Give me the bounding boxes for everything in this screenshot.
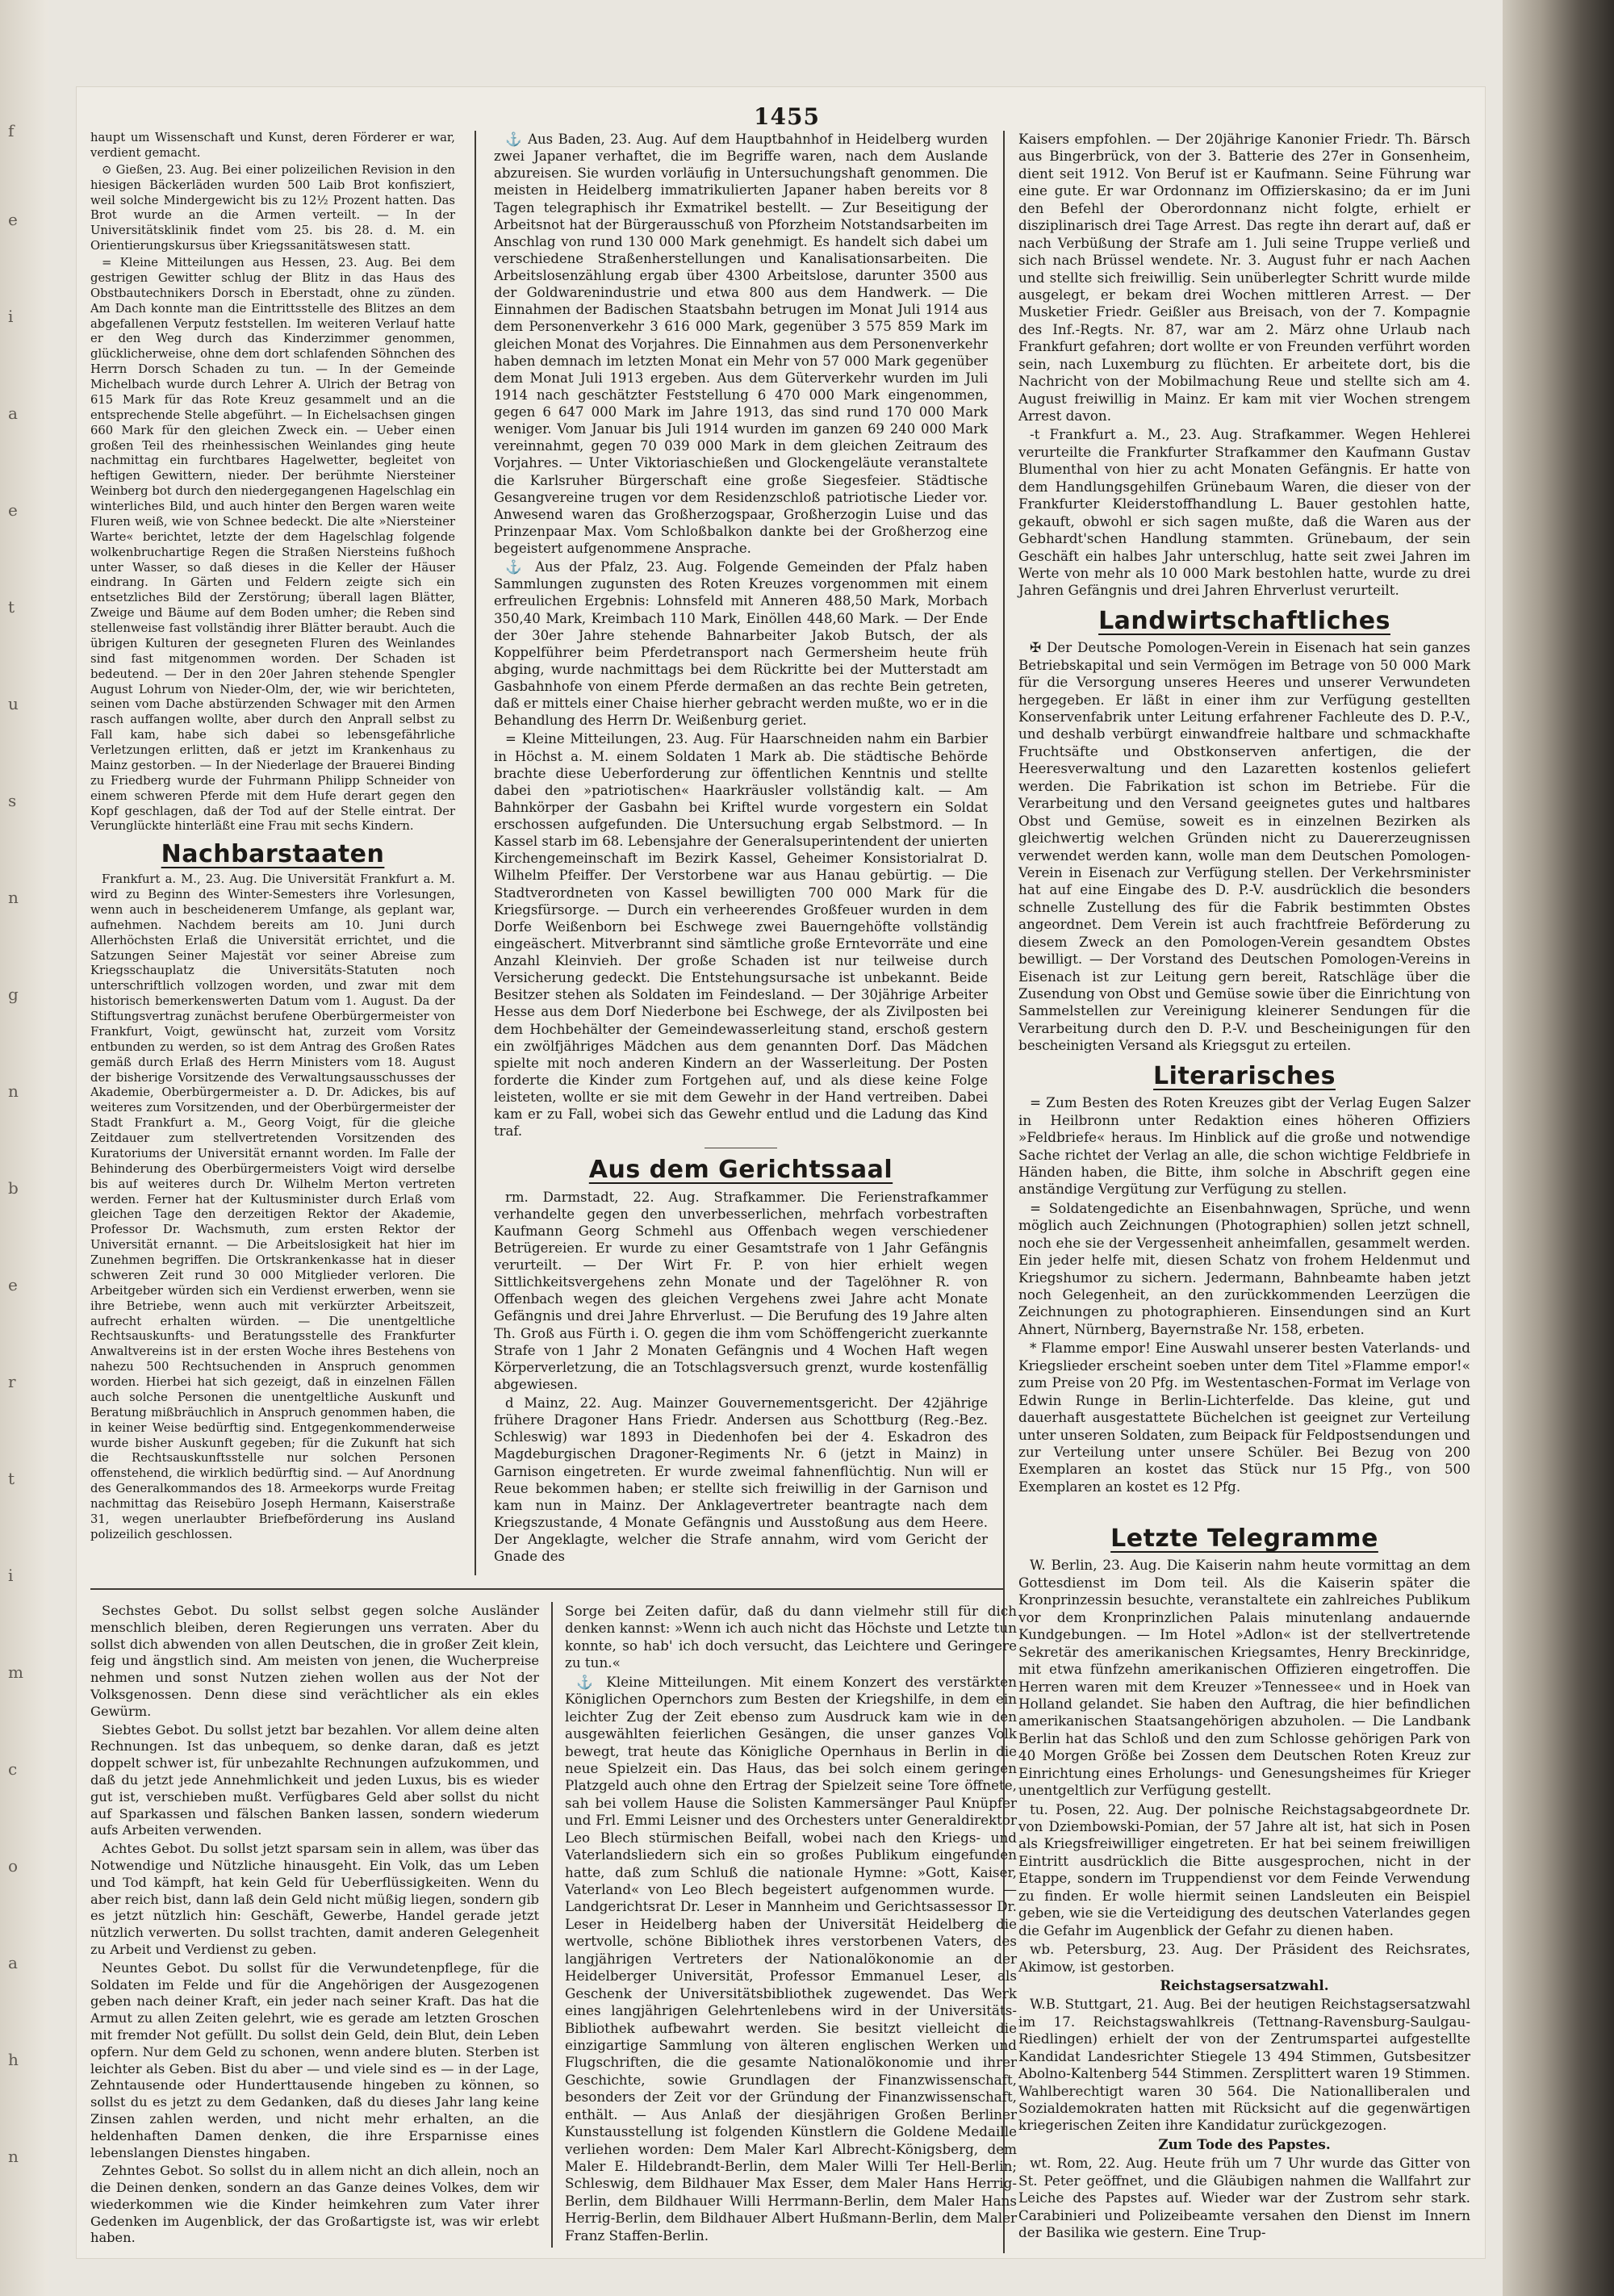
section-heading-telegramme: Letzte Telegramme	[1110, 1524, 1378, 1553]
margin-fragment: a	[8, 1953, 18, 1972]
article-sorge: Sorge bei Zeiten dafür, daß du dann vielmehr still für dich denken kannst: »Wenn ich auch nicht das Höchste und Letzte tun konnte, so hab' ich doch versucht, das Leichtere und Geringere zu tun.«	[565, 1603, 1017, 1671]
column-1	[90, 131, 455, 1545]
telegram-posen: tu. Posen, 22. Aug. Der polnische Reichstagsabgeordnete Dr. von Dziembowski-Pomian, der 57 Jahre alt ist, hat sich in Posen als Kriegsfreiwilliger eingetreten. Er hat bei seinem freiwilligen Eintritt ausdrücklich die Bitte ausgesprochen, nicht in der Etappe, sondern im Truppendienst vor dem Feinde Verwendung zu finden. Er wolle hiermit seinen Landsleuten ein Beispiel geben, wie sie die Verteidigung des deutschen Vaterlandes gegen die Gefahr im Augenblick der Gefahr zu dienen haben.	[1018, 1800, 1470, 1938]
commandment-6: Sechstes Gebot. Du sollst selbst gegen solche Ausländer menschlich bleiben, deren Regierungen uns verraten. Aber du sollst dich abwenden von allen Deutschen, die in großer Zeit klein, feig und ängstlich sind. Am meisten von jenen, die Wucherpreise nehmen und sonst Nutzen ziehen wollen aus der Not der Volksgenossen. Denn diese sind verächtlicher als ein ekles Gewürm.	[90, 1603, 539, 1719]
margin-fragment: e	[8, 1275, 18, 1294]
margin-fragment: b	[8, 1178, 19, 1198]
margin-fragment: g	[8, 985, 19, 1004]
article-kleine-mitteilungen: = Kleine Mitteilungen, 23. Aug. Für Haarschneiden nahm ein Barbier in Höchst a. M. einem Soldaten 1 Mark ab. Die städtische Behörde brachte diese Ueberforderung zur öffentlichen Kenntnis und stellte dabei den »patriotischen« Haarkräusler vollständig kalt. — Am Bahnkörper der Gasbahn bei Kriftel wurde vorgestern ein Soldat erschossen aufgefunden. Die Untersuchung ergab Selbstmord. — In Kassel starb im 68. Lebensjahre der Generalsuperintendent der unierten Kirchengemeinschaft im Bezirk Kassel, Geheimer Konsistorialrat D. Wilhelm Pfeiffer. Der Verstorbene war aus Hanau gebürtig. — Die Stadtverordneten von Kassel bewilligten 700 000 Mark für die Kriegsfürsorge. — Durch ein verheerendes Großfeuer wurden in dem Dorfe Weißenborn bei Eschwege zwei Bauerngehöfte vollständig eingeäschert. Mitverbrannt sind sämtliche große Erntevorräte und eine Anzahl Kleinvieh. Der große Schaden ist nur teilweise durch Versicherung gedeckt. Die Entstehungsursache ist unbekannt. Beide Besitzer stehen als Soldaten im Feindesland. — Der 30jährige Arbeiter Hesse aus dem Dorf Niederbone bei Eschwege, der als Zivilposten bei dem Hochbehälter der Gemeindewasserleitung stand, erschoß gestern ein zwölfjähriges Mädchen aus dem genannten Dorf. Das Mädchen spielte mit noch anderen Kindern an der Wasserleitung. Der Posten forderte die Kinder zum Fortgehen auf, und als diese keine Folge leisteten, wollte er sie mit dem Gewehr in der Hand vertreiben. Dabei kam er zu Fall, wobei sich das Gewehr entlud und die Ladung das Kind traf.	[494, 731, 988, 1140]
article-literarisch-3: * Flamme empor! Eine Auswahl unserer besten Vaterlands- und Kriegslieder erscheint soeben unter dem Titel »Flamme empor!« zum Preise von 20 Pfg. im Westentaschen-Format im Verlage von Edwin Runge in Berlin-Lichterfelde. Das kleine, gut und dauerhaft ausgestattete Büchelchen ist geeignet zur Verteilung unter unseren Soldaten, zum Beipack für Feldpostsendungen und zur Verteilung unter unsere Schüler. Bei Bezug von 200 Exemplaren an kostet das Stück nur 15 Pfg., von 500 Exemplaren an kostet es 12 Pfg.	[1018, 1340, 1470, 1495]
margin-fragment: n	[8, 2147, 19, 2166]
article-pomologen: ✠ Der Deutsche Pomologen-Verein in Eisenach hat sein ganzes Betriebskapital und sein Vermögen im Betrage von 50 000 Mark für die Versorgung unseres Heeres und unserer Verwundeten hergegeben. Er läßt in einer ihm zur Verfügung gestellten Konservenfabrik unter Leitung erfahrener Fachleute des D. P.-V., und deshalb verbürgt einwandfreie haltbare und schmackhafte Fruchtsäfte und Obstkonserven anfertigen, die der Heeresverwaltung und den Lazaretten kostenlos geliefert werden. Die Fabrikation ist schon im Betriebe. Für die Verarbeitung und den Versand geeignetes gutes und haltbares Obst und Gemüse, soweit es in einzelnen Bezirken als gleichwertig welchen Gründen nicht zu Dauererzeugnissen verwendet werden kann, wolle man dem Deutschen Pomologen-Verein in Eisenach zur Verfügung stellen. Der Verkehrsminister hat auf eine Eingabe des D. P.-V. ausdrücklich die besonders schnelle Zustellung des für die Fabrik bestimmten Obstes angeordnet. Dem Verein ist auch frachtfreie Beförderung zu diesem Zweck an den Pomologen-Verein gesandtem Obstes bewilligt. — Der Vorstand des Deutschen Pomologen-Vereins in Eisenach ist zur Leitung gern bereit, Ratschläge über die Zusendung von Obst und Gemüse sowie über die Einrichtung von Sammelstellen zur Vereinigung kleinerer Sendungen für die Verarbeitung durch den D. P.-V. und Bescheinigungen für den bescheinigten Versand als Kriegsgut zu erteilen.	[1018, 639, 1470, 1054]
section-heading-gerichtssaal: Aus dem Gerichtssaal	[588, 1156, 893, 1185]
column-3-bottom	[1018, 1517, 1470, 2244]
margin-fragment: a	[8, 404, 18, 423]
article-frankfurt: Frankfurt a. M., 23. Aug. Die Universität Frankfurt a. M. wird zu Beginn des Winter-Semesters ihre Vorlesungen, wenn auch in bescheidenerem Umfange, als geplant war, aufnehmen. Nachdem bereits am 10. Juni durch Allerhöchsten Erlaß die Universität errichtet, und die Satzungen Seiner Majestät vor seiner Abreise zum Kriegsschauplatz die Universitäts-Statuten noch unterschriftlich vollzogen worden, und zwar mit dem historisch bemerkenswerten Datum vom 1. August. Da der Stiftungsvertrag zunächst berufene Oberbürgermeister von Frankfurt, Voigt, gewünscht hat, zurzeit vom Vorsitz entbunden zu werden, so ist dem Antrag des Großen Rates gemäß durch Erlaß des Herrn Ministers vom 18. August der bisherige Vorsitzende des Verwaltungsausschusses der Akademie, Oberbürgermeister a. D. Dr. Adickes, bis auf weiteres zum Vorsitzenden, und der Oberbürgermeister der Stadt Frankfurt a. M., Georg Voigt, für die gleiche Zeitdauer zum stellvertretenden Vorsitzenden des Kuratoriums der Universität ernannt worden. Im Falle der Behinderung des Oberbürgermeisters Voigt wird derselbe bis auf weiteres durch Dr. Wilhelm Merton vertreten werden. Ferner hat der Kultusminister durch Erlaß vom gleichen Tage den derzeitigen Rektor der Akademie, Professor Dr. Wachsmuth, zum ersten Rektor der Universität ernannt. — Die Arbeitslosigkeit hat hier im Zunehmen begriffen. Die Ortskrankenkasse hat in dieser schweren Zeit rund 30 000 Mitglieder verloren. Die Arbeitgeber würden sich ein Verdienst erwerben, wenn sie ihre Betriebe, wenn auch mit verkürzter Arbeitszeit, aufrecht erhalten würden. — Die unentgeltliche Rechtsauskunfts- und Beratungsstelle des Frankfurter Anwaltvereins ist in der ersten Woche ihres Bestehens von nahezu 500 Rechtsuchenden in Anspruch genommen worden. Hierbei hat sich gezeigt, daß in einzelnen Fällen auch solche Personen die unentgeltliche Auskunft und Beratung mißbräuchlich in Anspruch genommen haben, die in keiner Weise bedürftig sind. Entgegenkommenderweise wurde bisher Auskunft gegeben; für die Zukunft hat sich die Rechtsauskunftsstelle nur solchen Personen offenstehend, die wirklich bedürftig sind. — Auf Anordnung des Generalkommandos des 18. Armeekorps wurde Freitag nachmittag das Reisebüro Joseph Hermann, Kaiserstraße 31, wegen unerlaubter Briefbeförderung ins Ausland polizeilich geschlossen.	[90, 872, 455, 1541]
telegram-rom: wt. Rom, 22. Aug. Heute früh um 7 Uhr wurde das Gitter von St. Peter geöffnet, und die Gläubigen nahmen die Wallfahrt zur Leiche des Papstes auf. Wieder war der Zustrom sehr stark. Carabinieri und Polizeibeamte versahen den Dienst im Innern der Basilika wie gestern. Eine Trup-	[1018, 2155, 1470, 2241]
column-3	[1018, 131, 1470, 1497]
article-literarisch-2: = Soldatengedichte an Eisenbahnwagen, Sprüche, und wenn möglich auch Zeichnungen (Photographien) sollen jetzt schnell, noch ehe sie der Vergessenheit anheimfallen, gesammelt werden. Ein jeder helfe mit, diesen Schatz von frohem Heldenmut und Kriegshumor zu sichern. Jedermann, Bahnbeamte haben jetzt noch Gelegenheit, an den zurückkommenden Leerzügen die Zeichnungen zu photographieren. Einsendungen sind an Kurt Ahnert, Nürnberg, Bayernstraße Nr. 158, erbeten.	[1018, 1199, 1470, 1337]
section-heading-landwirtschaftliches: Landwirtschaftliches	[1098, 606, 1390, 635]
margin-fragment: t	[8, 1469, 15, 1488]
telegram-berlin: W. Berlin, 23. Aug. Die Kaiserin nahm heute vormittag an dem Gottesdienst im Dom teil. Als die Kaiserin später die Kronprinzessin besuchte, veranstaltete ein zahlreiches Publikum vor dem Kronprinzlichen Palais minutenlang andauernde Kundgebungen. — Im Hotel »Adlon« ist der stellvertretende Sekretär des amerikanischen Kriegsamtes, Henry Breckinridge, mit etwa fünfzehn amerikanischen Offizieren eingetroffen. Die Herren waren mit dem Kreuzer »Tennessee« und in Hoek van Holland gelandet. Sie haben den Auftrag, die hier befindlichen amerikanischen Staatsangehörigen abzuholen. — Die Landbank Berlin hat das Schloß und den zum Schlosse gehörigen Park von 40 Morgen Größe bei Zossen dem Deutschen Roten Kreuz zur Einrichtung eines Erholungs- und Genesungsheimes für Krieger unentgeltlich zur Verfügung gestellt.	[1018, 1557, 1470, 1799]
margin-fragment: i	[8, 307, 14, 326]
article-darmstadt: rm. Darmstadt, 22. Aug. Strafkammer. Die Ferienstrafkammer verhandelte gegen den unverbesserlichen, mehrfach vorbestraften Kaufmann Georg Schmehl aus Offenbach wegen verschiedener Betrügereien. Er wurde zu einer Gesamtstrafe von 1 Jahr Gefängnis verurteilt. — Der Wirt Fr. P. von hier erhielt wegen Sittlichkeitsvergehens zehn Monate und der Tagelöhner R. von Offenbach wegen des gleichen Vergehens zwei Jahre acht Monate Gefängnis und drei Jahre Ehrverlust. — Die Berufung des 19 Jahre alten Th. Groß aus Fürth i. O. gegen die ihm vom Schöffengericht zuerkannte Strafe von 1 Jahr 2 Monaten Gefängnis und 4 Wochen Haft wegen Körperverletzung, die an Totschlagsversuch grenzt, wurde kostenfällig abgewiesen.	[494, 1189, 988, 1392]
margin-fragment: c	[8, 1759, 18, 1779]
article-frankfurt-strafkammer: -t Frankfurt a. M., 23. Aug. Strafkammer. Wegen Hehlerei verurteilte die Frankfurter Strafkammer den Kaufmann Gustav Blumenthal von hier zu acht Monaten Gefängnis. Er hatte von dem Handlungsgehilfen Grünebaum Waren, die dieser von der Frankfurter Kleiderstoffhandlung L. Bauer gestohlen hatte, gekauft, obwohl er sich sagen mußte, daß die Waren aus der Gebhardt'schen Handlung stammten. Grünebaum, der sein Geschäft ein halbes Jahr unterschlug, hatte seit zwei Jahren im Werte von mehr als 10 000 Mark bestohlen hatte, wurde zu drei Jahren Gefängnis und drei Jahren Ehrverlust verurteilt.	[1018, 426, 1470, 599]
book-spine	[1503, 0, 1614, 2296]
margin-fragment: u	[8, 694, 19, 713]
article-berlin-kleine: ⚓ Kleine Mitteilungen. Mit einem Konzert des verstärkten Königlichen Opernchors zum Besten der Kriegshilfe, in dem ein leichter Zug der Zeit ebenso zum Ausdruck kam wie in den ausgewählten feierlichen Gesängen, die unser ganzes Volk bewegt, trat heute das Königliche Opernhaus in Berlin in die neue Spielzeit ein. Das Haus, das bei solch einem geringen Platzgeld auch ohne den Ertrag der Spielzeit seine Tore öffnete, sah bei vollem Hause die Solisten Kammersänger Paul Knüpfer und Frl. Emmi Leisner und des Orchesters unter Generaldirektor Leo Blech stürmischen Beifall, wobei nach den Kriegs- und Vaterlandsliedern sich ein so großes Publikum eingefunden hatte, daß zum Schluß die nationale Hymne: »Gott, Kaiser, Vaterland« von Leo Blech begeistert aufgenommen wurde. — Landgerichtsrat Dr. Leser in Mannheim und Gerichtsassessor Dr. Leser in Heidelberg haben der Universität Heidelberg die wertvolle, schöne Bibliothek ihres verstorbenen Vaters, des langjährigen Vertreters der Nationalökonomie an der Heidelberger Universität, Professor Emmanuel Leser, als Geschenk der Universitätsbibliothek zugewendet. Das Werk eines langjährigen Gelehrtenlebens wird in der Universitäts-Bibliothek aufbewahrt werden. Sie besitzt vielleicht die einzigartige Sammlung von älteren englischen Werken und Flugschriften, die die gesamte Nationalökonomie und ihrer Geschichte, sowie Grundlagen der Finanzwissenschaft, besonders der Zeit vor der Gründung der Finanzwissenschaft, enthält. — Aus Anlaß der diesjährigen Großen Berliner Kunstausstellung ist folgenden Künstlern die Goldene Medaille verliehen worden: Dem Maler Karl Albrecht-Königsberg, dem Maler E. Hildebrandt-Berlin, dem Maler Willi Ter Hell-Berlin; Schleswig, dem Bildhauer Max Esser, dem Maler Hans Herrig-Berlin, dem Bildhauer Willi Herrmann-Berlin, dem Maler Hans Herrig-Berlin, dem Bildhauer Albert Hußmann-Berlin, dem Maler Franz Staffen-Berlin.	[565, 1673, 1017, 2244]
margin-fragment: e	[8, 210, 18, 229]
article-kaisers: Kaisers empfohlen. — Der 20jährige Kanonier Friedr. Th. Bärsch aus Bingerbrück, von der 3. Batterie des 27er in Gonsenheim, dient seit 1912. Von Beruf ist er Kaufmann. Seine Führung war eine gute. Er war Ordonnanz im Offizierskasino; da er im Juni den Befehl der Oberordonnanz nicht folgte, erhielt er disziplinarisch drei Tage Arrest. Das regte ihn derart auf, daß er nach Verbüßung der Strafe am 1. Juli seine Truppe verließ und sich nach Brüssel wendete. Nr. 3. August fuhr er nach Aachen und stellte sich freiwillig. Sein unüberlegter Schritt wurde milde ausgelegt, er bekam drei Wochen mittleren Arrest. — Der Musketier Friedr. Geißler aus Breisach, von der 7. Kompagnie des Inf.-Regts. Nr. 87, war am 2. März ohne Urlaub nach Frankfurt gefahren; dort wollte er von Freunden verführt worden sein, nach Luxemburg zu flüchten. Er arbeitete dort, bis die Nachricht von der Mobilmachung Reue und stellte sich am 4. August freiwillig in Mainz. Er kam mit vier Wochen strengem Arrest davon.	[1018, 131, 1470, 424]
margin-fragment: m	[8, 1662, 23, 1682]
subheading-reichstagsersatzwahl: Reichstagsersatzwahl.	[1160, 1976, 1329, 1993]
left-margin-strip	[0, 0, 48, 2296]
article-text: haupt um Wissenschaft und Kunst, deren Förderer er war, verdient gemacht.	[90, 131, 455, 160]
commandment-8: Achtes Gebot. Du sollst jetzt sparsam sein in allem, was über das Notwendige und Nützliche hinausgeht. Ein Volk, das um Leben und Tod kämpft, hat kein Geld für Ueberflüssigkeiten. Wenn du aber reich bist, dann laß dein Geld nicht müßig liegen, sondern gib es jetzt nützlich hin: Geschäft, Gewerbe, Handel gerade jetzt nützlich verwerten. Du sollst trachten, damit anderen Gelegenheit zu Arbeit und Verdienst zu geben.	[90, 1841, 539, 1957]
subheading-tod-papst: Zum Tode des Papstes.	[1158, 2135, 1331, 2152]
margin-fragment: r	[8, 1372, 16, 1391]
column-1-bottom	[90, 1603, 539, 2248]
article-mainz: d Mainz, 22. Aug. Mainzer Gouvernementsgericht. Der 42jährige frühere Dragoner Hans Friedr. Andersen aus Schottburg (Reg.-Bez. Schleswig) war 1893 in Diedenhofen bei der 4. Eskadron des Magdeburgischen Dragoner-Regiments Nr. 6 (jetzt in Mainz) in Garnison eingetreten. Er wurde zweimal fahnenflüchtig. Nun will er Reue bekommen haben; er stellte sich freiwillig in der Garnison und kam nun in Mainz. Der Anklagevertreter beantragte nach dem Kriegszustande, 4 Monate Gefängnis und Ausstoßung aus dem Heere. Der Angeklagte, welcher die Strafe annahm, wird vom Gericht der Gnade des	[494, 1395, 988, 1565]
commandment-9: Neuntes Gebot. Du sollst für die Verwundetenpflege, für die Soldaten im Felde und für die Angehörigen der Ausgezogenen geben nach deiner Kraft, ein jeder nach seiner Kraft. Das hat die Armut zu allen Zeiten gelehrt, wie es gerade am letzten Groschen mit fremder Not gefüllt. Du sollst dein Geld, dein Blut, dein Leben opfern. Nur dem Geld zu schonen, wenn andere bluten. Sterben ist leichter als Geben. Bist du aber — und viele sind es — in der Lage, Zehntausende oder Hunderttausende hingeben zu können, so sollst du es jetzt zu dem Gedanken, daß du dieses Jahr lang keine Zinsen zahlen werden, und nicht mehr erhalten, an die heldenhaften Damen denken, die ihre Ersparnisse eines lebenslangen Dienstes hingaben.	[90, 1959, 539, 2160]
article-hessen: = Kleine Mitteilungen aus Hessen, 23. Aug. Bei dem gestrigen Gewitter schlug der Blitz in das Haus des Obstbautechnikers Dorsch in Eberstadt, ohne zu zünden. Am Dach konnte man die Eintrittsstelle des Blitzes an dem abgefallenen Verputz feststellen. Im weiteren Verlauf hatte er den Weg durch das Kinderzimmer genommen, glücklicherweise, ohne dem dort schlafenden Söhnchen des Herrn Dorsch Schaden zu tun. — In der Gemeinde Michelbach wurde durch Lehrer A. Ulrich der Betrag von 615 Mark für das Rote Kreuz gesammelt und an die entsprechende Stelle abgeführt. — In Eichelsachsen gingen 660 Mark für den gleichen Zweck ein. — Ueber einen großen Teil des rheinhessischen Weinlandes ging heute nachmittag ein furchtbares Hagelwetter, begleitet von heftigen Gewittern, nieder. Der berühmte Niersteiner Weinberg bot durch den niedergegangenen Hagelschlag ein winterliches Bild, und auch hinter den Bergen waren weite Fluren weiß, wie von Schnee bedeckt. Die alte »Niersteiner Warte« berichtet, letzte der dem Hagelschlag folgende wolkenbruchartige Regen die Straßen Niersteins fußhoch unter Wasser, so daß dieses in die Keller der Häuser eindrang. In Gärten und Feldern zeigte sich ein entsetzliches Bild der Zerstörung; überall lagen Blätter, Zweige und Bäume auf dem Boden umher; die Reben sind stellenweise fast vollständig ihrer Blätter beraubt. Auch die übrigen Kulturen der gesegneten Fluren des Weinlandes sind fast mitgenommen worden. Der Schaden ist bedeutend. — Der in den 20er Jahren stehende Spengler August Lohrum von Nieder-Olm, der, wie wir berichteten, seinen vom Dache abstürzenden Schwager mit den Armen rasch auffangen wollte, aber durch den Anprall selbst zu Fall kam, habe sich dabei so lebensgefährliche Verletzungen erlitten, daß er jetzt im Krankenhaus zu Mainz gestorben. — In der Niederlage der Brauerei Binding zu Friedberg wurde der Fuhrmann Philipp Schneider von einem schweren Pferde mit dem Hufe derart gegen den Kopf geschlagen, daß der Tod auf der Stelle eintrat. Der Verunglückte hinterläßt eine Frau mit sechs Kindern.	[90, 256, 455, 834]
article-giessen: ⊙ Gießen, 23. Aug. Bei einer polizeilichen Revision in den hiesigen Bäckerläden wurden 500 Laib Brot konfisziert, weil solche Mindergewicht bis zu 12½ Prozent hatten. Das Brot wurde an die Armen verteilt. — In der Universitätsklinik findet vom 25. bis 28. d. M. ein Orientierungskursus über Kriegssanitätswesen statt.	[90, 162, 455, 253]
telegram-stuttgart: W.B. Stuttgart, 21. Aug. Bei der heutigen Reichstagsersatzwahl im 17. Reichstagswahlkreis (Tettnang-Ravensburg-Saulgau-Riedlingen) erhielt der von der Zentrumspartei aufgestellte Kandidat Landesrichter Stiegele 13 494 Stimmen, Gutsbesitzer Abolno-Kaltenberg 544 Stimmen. Zersplittert waren 19 Stimmen. Wahlberechtigt waren 30 564. Die Nationalliberalen und Sozialdemokraten hatten mit Rücksicht auf die gegenwärtigen kriegerischen Zeiten ihre Kandidatur zurückgezogen.	[1018, 1996, 1470, 2134]
margin-fragment: e	[8, 500, 18, 520]
margin-fragment: t	[8, 597, 15, 617]
margin-fragment: f	[8, 121, 15, 140]
commandment-7: Siebtes Gebot. Du sollst jetzt bar bezahlen. Vor allem deine alten Rechnungen. Ist das unbequem, so denke daran, daß es jetzt doppelt schwer ist, für unbezahlte Rechnungen aufzukommen, und daß du jetzt jede Annehmlichkeit und jeden Luxus, bis es wieder gut ist, verschieben mußt. Verfügbares Geld aber sollst du nicht auf Sparkassen und fälschen Banken lassen, sondern wiederum aufs Arbeiten verwenden.	[90, 1721, 539, 1838]
section-rule	[90, 1588, 1003, 1590]
article-pfalz: ⚓ Aus der Pfalz, 23. Aug. Folgende Gemeinden der Pfalz haben Sammlungen zugunsten des Roten Kreuzes vorgenommen mit einem erfreulichen Ergebnis: Lohnsfeld mit Anneren 488,50 Mark, Morbach 350,40 Mark, Kreimbach 110 Mark, Einöllen 448,60 Mark. — Der Ende der 30er Jahre stehende Bahnarbeiter Jakob Butsch, der als Koppelführer beim Pferdetransport nach Germersheim heute früh abging, wurde nachmittags bei dem Rückritte bei der Mutterstadt am Gasbahnhofe von einem Pferde dermaßen an das rechte Bein getreten, daß er mittels einer Chaise hierher gebracht werden mußte, wo er in die Behandlung des Herrn Dr. Weißenburg geriet.	[494, 559, 988, 729]
margin-fragment: i	[8, 1566, 14, 1585]
section-heading-literarisches: Literarisches	[1153, 1061, 1336, 1090]
article-literarisch-1: = Zum Besten des Roten Kreuzes gibt der Verlag Eugen Salzer in Heilbronn unter Redaktion eines höheren Offiziers »Feldbriefe« heraus. Im Hinblick auf die große und notwendige Sache richtet der Verlag an alle, die schon wichtige Feldbriefe in Händen haben, die Bitte, ihm solche in Abschrift gegen eine anständige Vergütung zur Verfügung zu stellen.	[1018, 1094, 1470, 1198]
margin-fragment: n	[8, 888, 19, 907]
margin-fragment: s	[8, 791, 17, 810]
section-heading-nachbarstaaten: Nachbarstaaten	[161, 840, 385, 869]
column-2	[494, 131, 988, 1566]
telegram-petersburg: wb. Petersburg, 23. Aug. Der Präsident des Reichsrates, Akimow, ist gestorben.	[1018, 1941, 1470, 1975]
column-2-bottom	[565, 1603, 1017, 2246]
article-baden: ⚓ Aus Baden, 23. Aug. Auf dem Hauptbahnhof in Heidelberg wurden zwei Japaner verhaftet, die im Begriffe waren, nach dem Auslande abzureisen. Sie wurden vorläufig in Untersuchungshaft genommen. Die meisten in Heidelberg immatrikulierten Japaner haben bereits vor 8 Tagen telegraphisch ihr Exmatrikel bestellt. — Zur Beseitigung der Arbeitsnot hat der Bürgerausschuß von Pforzheim Notstandsarbeiten im Anschlag von rund 130 000 Mark genehmigt. Es handelt sich dabei um verschiedene Straßenherstellungen und Kanalisationsarbeiten. Die Arbeitslosenzählung ergab über 4300 Arbeitslose, darunter 3500 aus der Goldwarenindustrie und etwa 800 aus dem Handwerk. — Die Einnahmen der Badischen Staatsbahn betrugen im Monat Juli 1914 aus dem Personenverkehr 3 616 000 Mark, gegenüber 3 575 859 Mark im gleichen Monat des Vorjahres. Die Einnahmen aus dem Personenverkehr haben demnach im letzten Monat ein Mehr von 57 000 Mark gegenüber dem Monat Juli 1913 ergeben. Aus dem Güterverkehr wurden im Juli 1914 nach geschätzter Feststellung 6 470 000 Mark eingenommen, gegen 6 647 000 Mark im Jahre 1913, das sind rund 170 000 Mark weniger. Vom Januar bis Juli 1914 wurden im ganzen 69 240 000 Mark vereinnahmt, gegen 70 039 000 Mark in dem gleichen Zeitraum des Vorjahres. — Unter Viktoriaschießen und Glockengeläute veranstaltete die Karlsruher Bürgerschaft eine große Siegesfeier. Städtische Gesangvereine trugen vor dem Residenzschloß patriotische Lieder vor. Anwesend waren das Großherzogspaar, Großherzogin Luise und das Prinzenpaar Max. Vom Schloßbalkon dankte bei der Großherzog eine begeistert aufgenommene Ansprache.	[494, 132, 988, 556]
column-rule	[551, 1602, 553, 2248]
margin-fragment: h	[8, 2050, 19, 2069]
margin-fragment: o	[8, 1856, 19, 1876]
column-rule	[475, 131, 476, 1575]
page-number: 1455	[754, 103, 820, 130]
commandment-10: Zehntes Gebot. So sollst du in allem nicht an dich allein, noch an die Deinen denken, sondern an das Ganze deines Volkes, dem wir wiederkommen wie die Kinder heimkehren zum Vater ihrer Gedenken im Augenblick, der das Großartigste ist, was wir erlebt haben.	[90, 2163, 539, 2246]
margin-fragment: n	[8, 1081, 19, 1101]
